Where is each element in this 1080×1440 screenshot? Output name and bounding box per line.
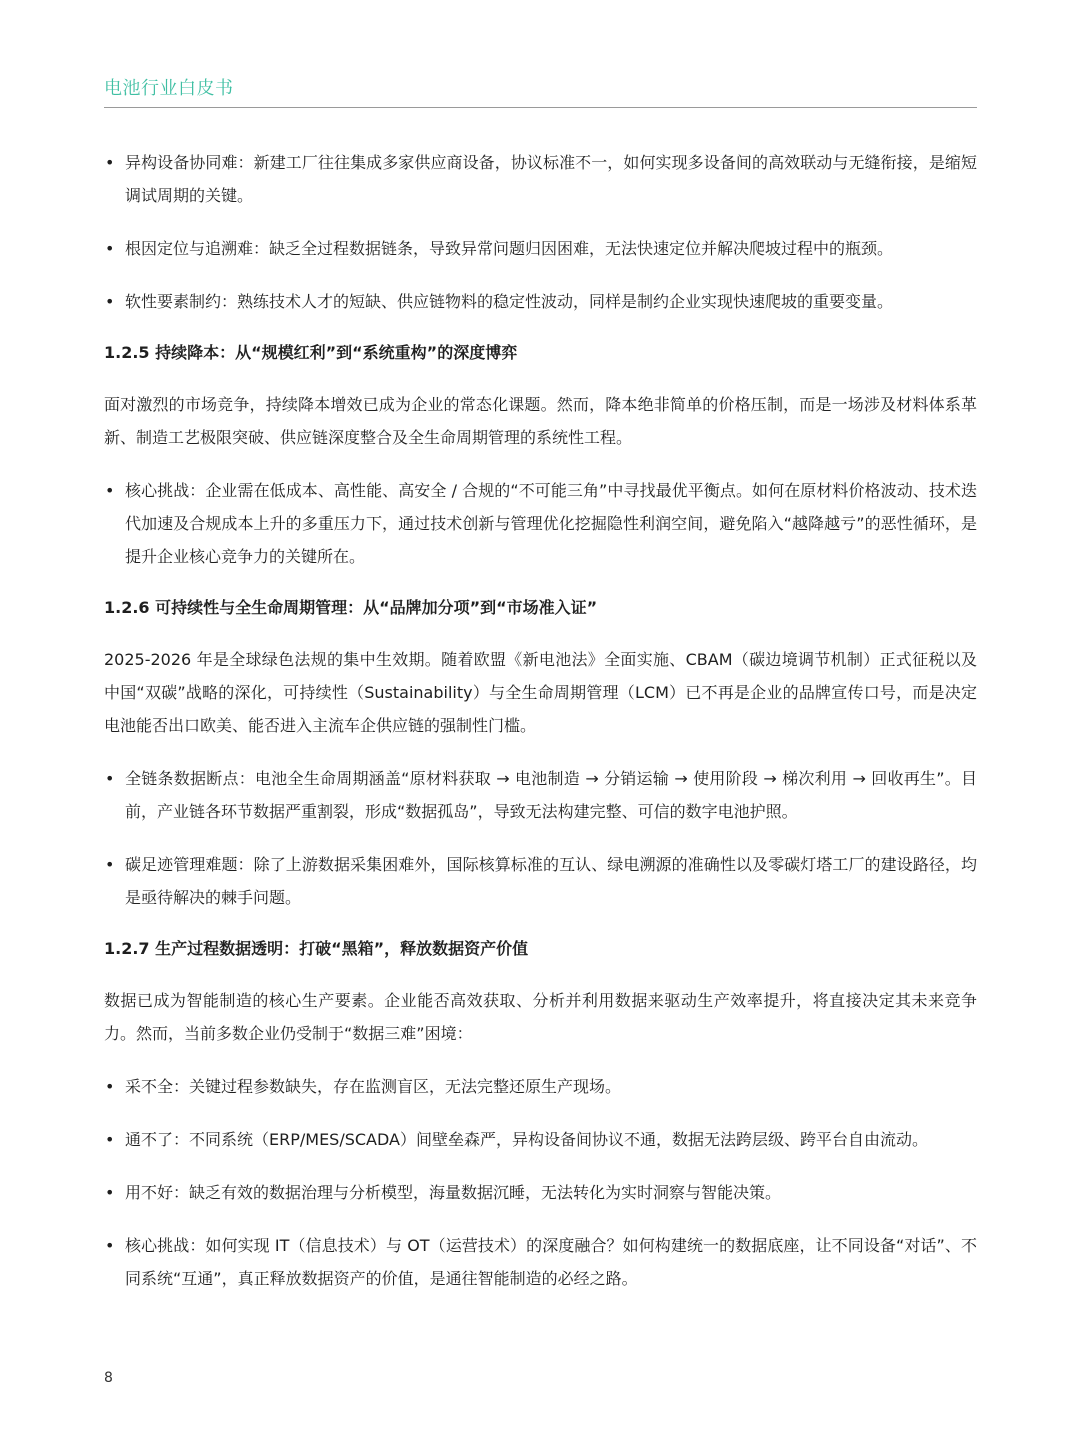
section-paragraph-127: 数据已成为智能制造的核心生产要素。企业能否高效获取、分析并利用数据来驱动生产效率提升，将直接决定其未来竞争力。然而，当前多数企业仍受制于“数据三难”困境： (104, 991, 977, 1043)
section-heading-126: 1.2.6 可持续性与全生命周期管理：从“品牌加分项”到“市场准入证” (104, 598, 598, 617)
header-divider (104, 107, 977, 108)
bullet-icon: • (105, 1183, 115, 1202)
bullet-icon: • (105, 239, 115, 258)
bullet-icon: • (105, 1236, 115, 1255)
bullet-icon: • (105, 292, 115, 311)
list-item (104, 1070, 977, 1103)
list-item-text: 异构设备协同难：新建工厂往往集成多家供应商设备，协议标准不一，如何实现多设备间的高效联动与无缝衔接，是缩短调试周期的关键。 (125, 153, 977, 205)
list-item-text: 根因定位与追溯难：缺乏全过程数据链条，导致异常问题归因困难，无法快速定位并解决爬坡过程中的瓶颈。 (125, 239, 894, 258)
list-item-text: 碳足迹管理难题：除了上游数据采集困难外，国际核算标准的互认、绿电溯源的准确性以及零碳灯塔工厂的建设路径，均是亟待解决的棘手问题。 (125, 855, 977, 907)
list-item (104, 146, 977, 212)
bullet-icon: • (105, 1077, 115, 1096)
page-number: 8 (104, 1370, 113, 1386)
list-item (104, 1229, 977, 1295)
list-item-text: 通不了：不同系统（ERP/MES/SCADA）间壁垒森严，异构设备间协议不通，数据无法跨层级、跨平台自由流动。 (125, 1130, 928, 1149)
list-item-text: 采不全：关键过程参数缺失，存在监测盲区，无法完整还原生产现场。 (125, 1077, 622, 1096)
bullet-icon: • (105, 1130, 115, 1149)
section-heading-127: 1.2.7 生产过程数据透明：打破“黑箱”，释放数据资产价值 (104, 939, 529, 958)
list-item-text: 核心挑战：如何实现 IT（信息技术）与 OT（运营技术）的深度融合？如何构建统一的数据底座，让不同设备“对话”、不同系统“互通”，真正释放数据资产的价值，是通往智能制造的必经之路。 (125, 1236, 977, 1288)
document-title: 电池行业白皮书 (104, 78, 234, 99)
section-heading-125: 1.2.5 持续降本：从“规模红利”到“系统重构”的深度博弈 (104, 343, 518, 362)
list-item-text: 用不好：缺乏有效的数据治理与分析模型，海量数据沉睡，无法转化为实时洞察与智能决策。 (125, 1183, 782, 1202)
bullet-icon: • (105, 481, 115, 500)
list-item-text: 软性要素制约：熟练技术人才的短缺、供应链物料的稳定性波动，同样是制约企业实现快速爬坡的重要变量。 (125, 292, 894, 311)
list-item-text: 全链条数据断点：电池全生命周期涵盖“原材料获取 → 电池制造 → 分销运输 → 使用阶段 → 梯次利用 → 回收再生”。目前，产业链各环节数据严重割裂，形成“数据孤岛”，导致无法构建完整、可信的数字电池护照。 (125, 769, 977, 821)
list-item-text: 核心挑战：企业需在低成本、高性能、高安全 / 合规的“不可能三角”中寻找最优平衡点。如何在原材料价格波动、技术迭代加速及合规成本上升的多重压力下，通过技术创新与管理优化挖掘隐性利润空间，避免陷入“越降越亏”的恶性循环，是提升企业核心竞争力的关键所在。 (125, 481, 977, 566)
bullet-icon: • (105, 769, 115, 788)
bullet-icon: • (105, 153, 115, 172)
list-item (104, 474, 977, 573)
bullet-icon: • (105, 855, 115, 874)
section-paragraph-125: 面对激烈的市场竞争，持续降本增效已成为企业的常态化课题。然而，降本绝非简单的价格压制，而是一场涉及材料体系革新、制造工艺极限突破、供应链深度整合及全生命周期管理的系统性工程。 (104, 395, 977, 447)
page-content (104, 146, 977, 1315)
list-item (104, 1176, 977, 1209)
section-paragraph-126: 2025-2026 年是全球绿色法规的集中生效期。随着欧盟《新电池法》全面实施、CBAM（碳边境调节机制）正式征税以及中国“双碳”战略的深化，可持续性（Sustainability）与全生命周期管理（LCM）已不再是企业的品牌宣传口号，而是决定电池能否出口欧美、能否进入主流车企供应链的强制性门槛。 (104, 650, 977, 735)
list-item (104, 848, 977, 914)
list-item (104, 285, 977, 318)
list-item (104, 762, 977, 828)
list-item (104, 1123, 977, 1156)
list-item (104, 232, 977, 265)
